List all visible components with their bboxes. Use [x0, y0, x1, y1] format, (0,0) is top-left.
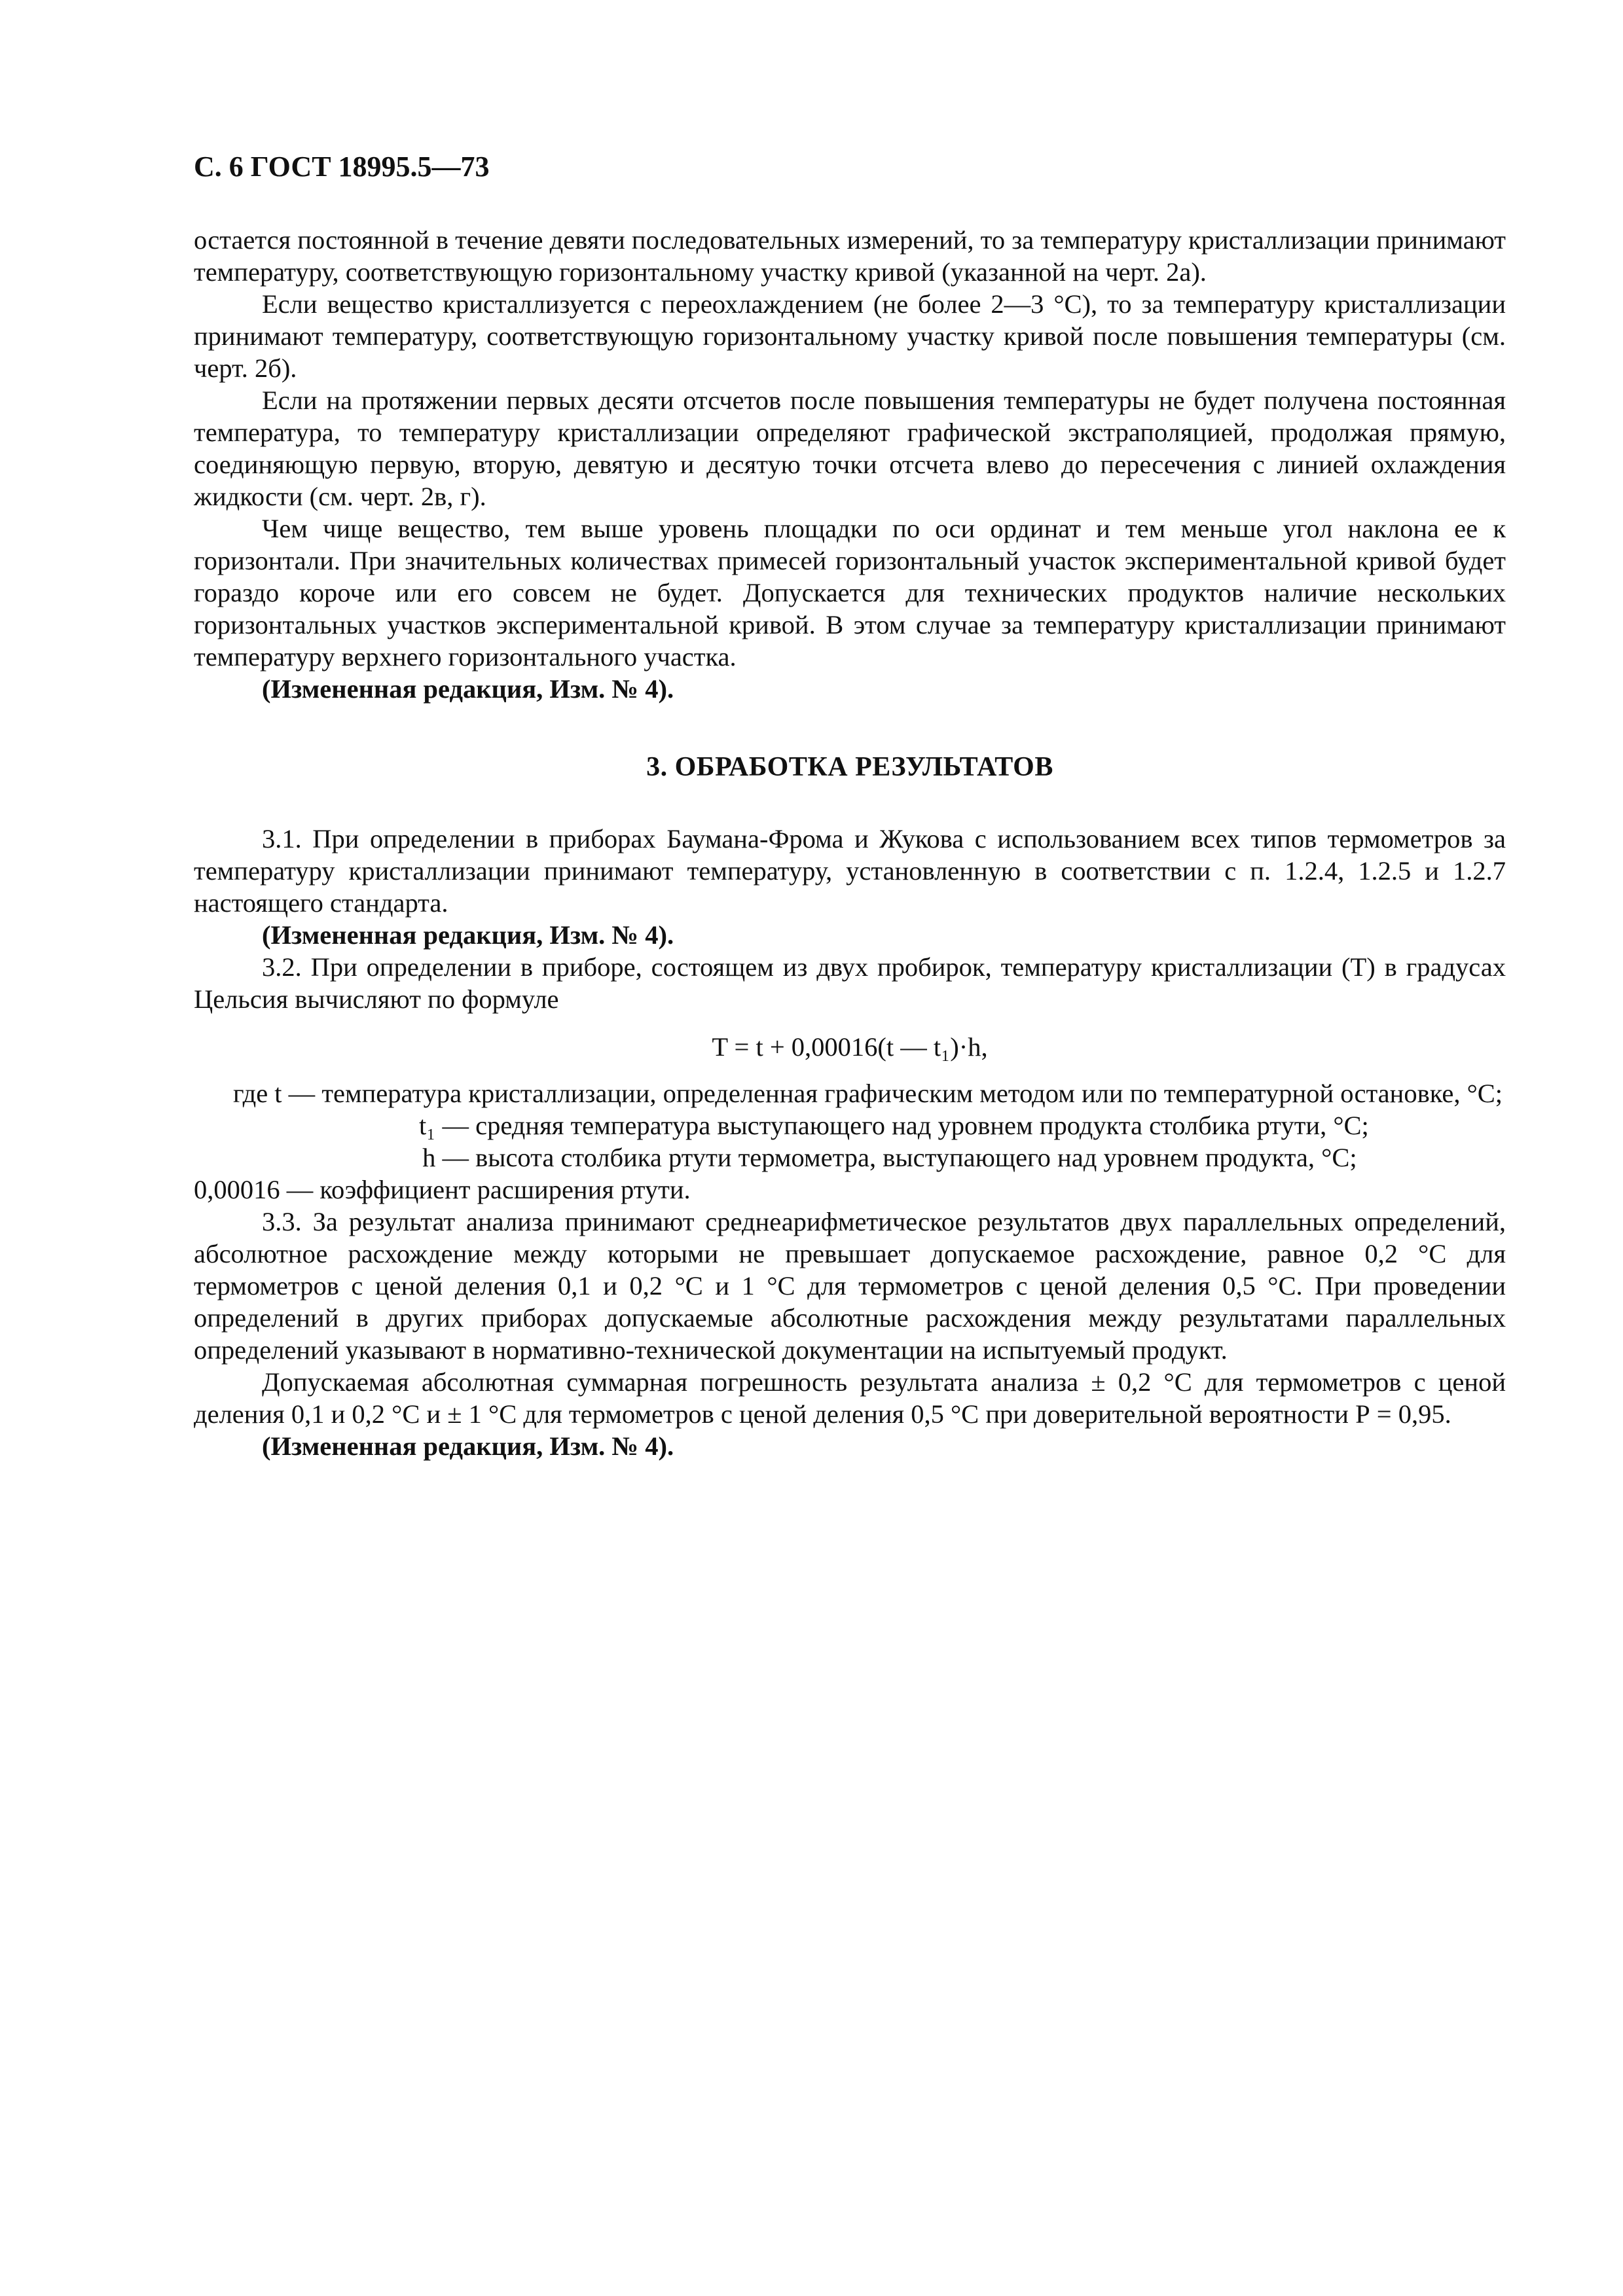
- paragraph: Допускаемая абсолютная суммарная погрешность результата анализа ± 0,2 °С для термометров с ценой деления 0,1 и 0,2 °С и ± 1 °С для термометров с ценой деления 0,5 °С при доверительной вероятности Р = 0,95.: [194, 1367, 1506, 1429]
- paragraph: Чем чище вещество, тем выше уровень площадки по оси ординат и тем меньше угол наклона ее к горизонтали. При значительных количествах примесей горизонтальный участок экспериментальной кривой будет гораздо короче или его совсем не будет. Допускается для технических продуктов наличие нескольких горизонтальных участков экспериментальной кривой. В этом случае за температуру кристаллизации принимают температуру верхнего горизонтального участка.: [194, 514, 1506, 672]
- paragraph: 3.3. За результат анализа принимают среднеарифметическое результатов двух параллельных определений, абсолютное расхождение между которыми не превышает допускаемое расхождение, равное 0,2 °С для термометров с ценой деления 0,1 и 0,2 °С и 1 °С для термометров с ценой деления 0,5 °С. При проведении определений в других приборах допускаемые абсолютные расхождения между результатами параллельных определений указывают в нормативно-технической документации на испытуемый продукт.: [194, 1207, 1506, 1365]
- revision-note: (Измененная редакция, Изм. № 4).: [262, 920, 674, 950]
- paragraph: остается постоянной в течение девяти последовательных измерений, то за температуру кристаллизации принимают температуру, соответствующую горизонтальному участку кривой (указанной на черт. 2а).: [194, 225, 1506, 287]
- page-header: С. 6 ГОСТ 18995.5—73: [194, 151, 490, 183]
- definition-text: средняя температура выступающего над уровнем продукта столбика ртути, °С;: [475, 1111, 1369, 1140]
- revision-note: (Измененная редакция, Изм. № 4).: [262, 674, 674, 704]
- formula: [194, 1031, 1506, 1063]
- paragraph: Если на протяжении первых десяти отсчетов после повышения температуры не будет получена постоянная температура, то температуру кристаллизации определяют графической экстраполяцией, продолжая прямую, соединяющую первую, вторую, девятую и десятую точки отсчета влево до пересечения с линией охлаждения жидкости (см. черт. 2в, г).: [194, 386, 1506, 511]
- paragraph: 3.1. При определении в приборах Баумана-Фрома и Жукова с использованием всех типов термометров за температуру кристаллизации принимают температуру, установленную в соответствии с п. 1.2.4, 1.2.5 и 1.2.7 настоящего стандарта.: [194, 824, 1506, 918]
- document-page: [194, 149, 1506, 1462]
- definition-symbol: 0,00016 —: [194, 1175, 314, 1204]
- paragraph: Если вещество кристаллизуется с переохлаждением (не более 2—3 °С), то за температуру кристаллизации принимают температуру, соответствующую горизонтальному участку кривой после повышения температуры (см. черт. 2б).: [194, 289, 1506, 383]
- definition-symbol: где t —: [233, 1079, 316, 1108]
- paragraph: 3.2. При определении в приборе, состоящем из двух пробирок, температуру кристаллизации (Т) в градусах Цельсия вычисляют по формуле: [194, 952, 1506, 1014]
- formula-text: T = t + 0,00016(t — t₁)·h,: [712, 1032, 988, 1062]
- definition-symbol: t₁ —: [419, 1111, 469, 1140]
- revision-note: (Измененная редакция, Изм. № 4).: [262, 1431, 674, 1461]
- definition-row: [194, 1141, 1506, 1174]
- section-title: 3. ОБРАБОТКА РЕЗУЛЬТАТОВ: [646, 752, 1053, 782]
- definition-row: [194, 1109, 1506, 1141]
- definition-text: температура кристаллизации, определенная графическим методом или по температурной остановке, °С;: [321, 1079, 1503, 1108]
- definition-text: коэффициент расширения ртути.: [319, 1175, 691, 1204]
- definition-text: высота столбика ртути термометра, выступающего над уровнем продукта, °С;: [475, 1143, 1357, 1172]
- definition-row: [233, 1077, 1506, 1109]
- definition-symbol: h —: [422, 1143, 469, 1172]
- definition-row: [194, 1174, 1506, 1206]
